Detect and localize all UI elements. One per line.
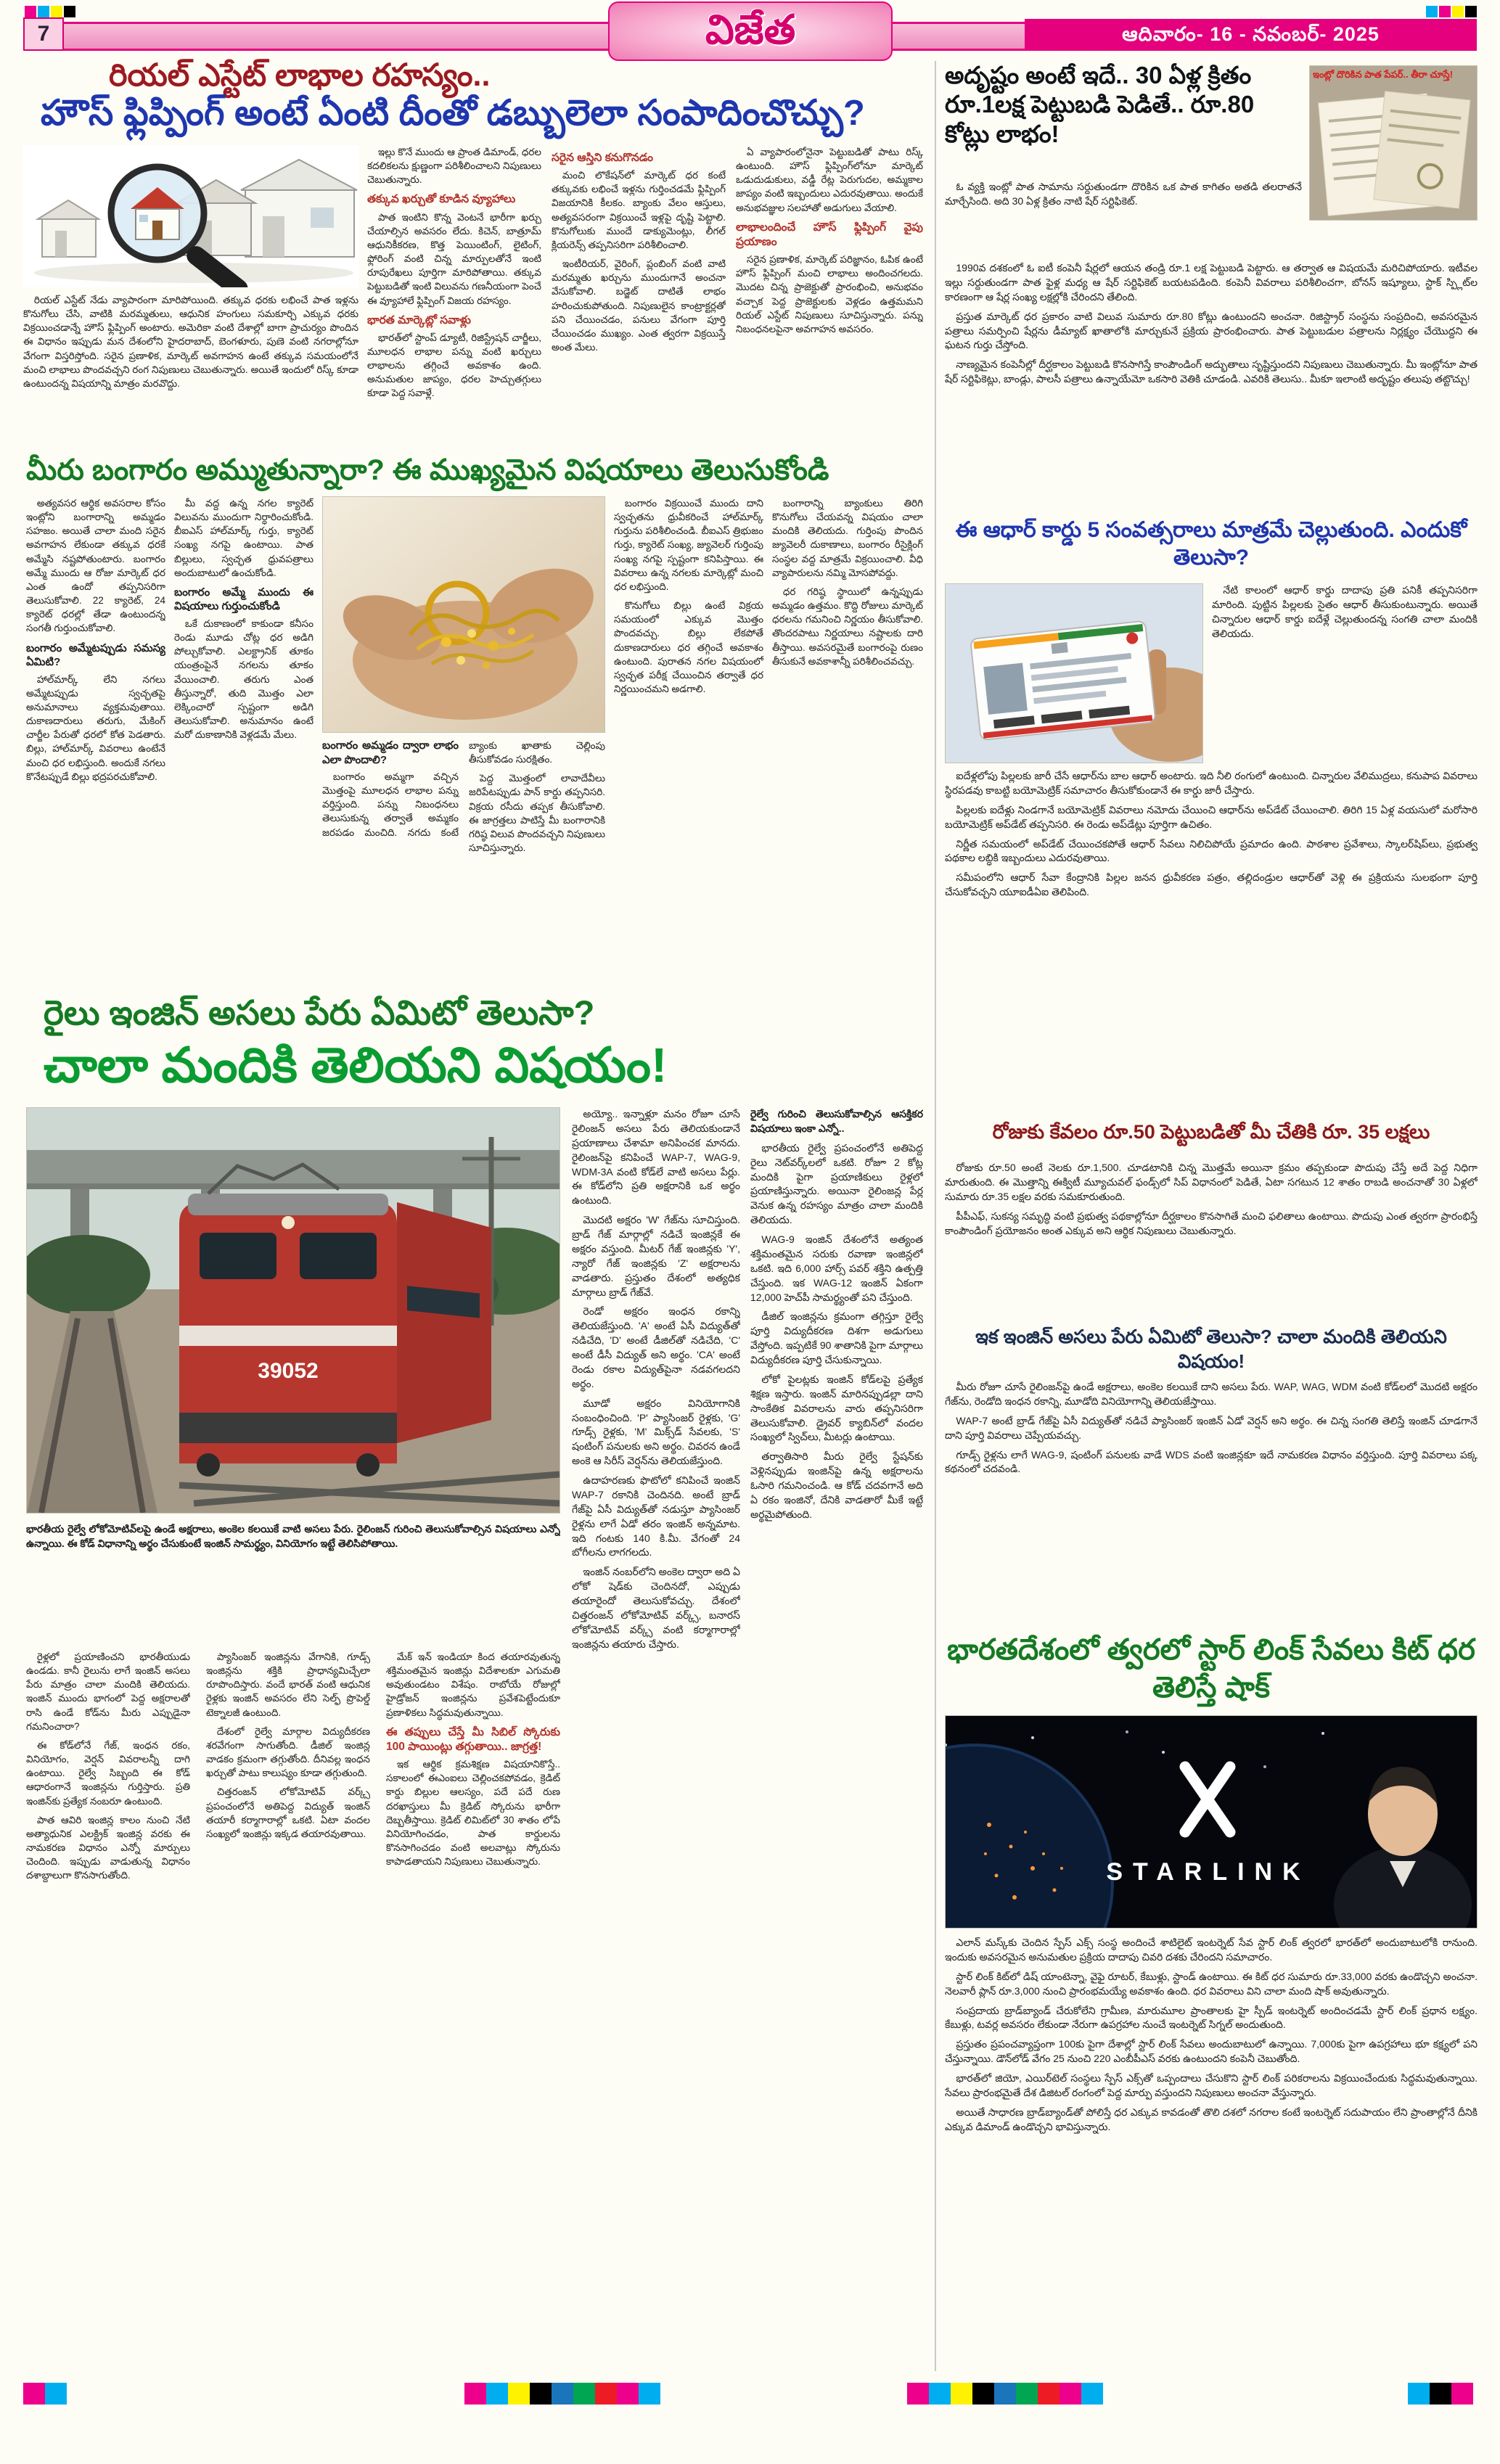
body-paragraph: నాణ్యమైన కంపెనీల్లో దీర్ఘకాలం పెట్టుబడి కొనసాగిస్తే కాంపౌండింగ్ అద్భుతాలు సృష్టిస్తుందని నిపుణులు చెబుతున్నారు. మీ ఇంట్లోనూ పాత షేర్ సర్టిఫికెట్లు, బాండ్లు, పాలసీ పత్రాలు ఉన్నాయేమో ఒకసారి వెతికి చూడండి. ఎవరికి తెలుసు.. మీకూ ఇలాంటి అదృష్టం తలుపు తట్టొచ్చు! <box>945 358 1478 385</box>
train-right-column-1 <box>572 1107 740 2371</box>
engine-teaser-headline: ఇక ఇంజిన్ అసలు పేరు ఏమిటో తెలుసా? చాలా మందికి తెలియని విషయం! <box>975 1326 1447 1372</box>
houses-magnifier-art <box>23 145 358 287</box>
flipping-column-1 <box>367 145 541 448</box>
train-bottom-column-2 <box>206 1650 370 2371</box>
loco-number: 39052 <box>258 1359 319 1383</box>
train-right-column-2 <box>750 1107 923 2371</box>
gold-below-photo-block <box>322 739 605 981</box>
body-paragraph: ప్రస్తుతం ప్రపంచవ్యాప్తంగా 100కు పైగా దేశాల్లో స్టార్ లింక్ సేవలు అందుబాటులో ఉన్నాయి. 7,000కు పైగా ఉపగ్రహాలు భూ కక్ష్యలో పని చేస్తున్నాయి. డౌన్‌లోడ్ వేగం 25 నుంచి 220 ఎంబీపీఎస్ వరకు ఉంటుందని కంపెనీ చెబుతోంది. <box>945 2038 1478 2065</box>
train-headline-line2: చాలా మందికి తెలియని విషయం! <box>44 1038 668 1093</box>
body-paragraph: ధర గరిష్ఠ స్థాయిలో ఉన్నప్పుడు అమ్మడం ఉత్తమం. కొద్ది రోజులు మార్కెట్ ధరలను గమనించి నిర్ణయం తీసుకోవాలి. తొందరపాటు నిర్ణయాలు నష్టాలకు దారి తీస్తాయి. అవసరమైతే బంగారంపై రుణం తీసుకునే అవకాశాన్నీ పరిశీలించవచ్చు. <box>772 586 923 667</box>
aadhaar-body-block <box>945 769 1478 1116</box>
flipping-headline: హౌస్ ఫ్లిప్పింగ్ అంటే ఏంటి దీంతో డబ్బులెలా సంపాదించొచ్చు? <box>41 94 865 133</box>
edition-date: ఆదివారం- 16 - నవంబర్- 2025 <box>1025 19 1477 49</box>
body-paragraph: మొదటి అక్షరం 'W' గేజ్‌ను సూచిస్తుంది. బ్రాడ్ గేజ్ మార్గాల్లో నడిచే ఇంజిన్లకే ఈ అక్షరం వస్తుంది. మీటర్ గేజ్ ఇంజిన్లకు 'Y', న్యారో గేజ్ ఇంజిన్లకు 'Z' అక్షరాలను వాడతారు. ప్రస్తుతం దేశంలో అత్యధిక మార్గాలు బ్రాడ్ గేజ్‌వే. <box>572 1214 740 1298</box>
body-paragraph: అయితే సాధారణ బ్రాడ్‌బ్యాండ్‌తో పోలిస్తే ధర ఎక్కువ కావడంతో తొలి దశలో నగరాల కంటే ఇంటర్నెట్ సదుపాయం లేని ప్రాంతాల్లోనే దీనికి ఎక్కువ డిమాండ్ ఉండొచ్చని భావిస్తున్నారు. <box>945 2106 1478 2132</box>
body-paragraph: ప్యాసింజర్ ఇంజిన్లను వేగానికి, గూడ్స్ ఇంజిన్లను శక్తికి ప్రాధాన్యమిచ్చేలా రూపొందిస్తారు. వందే భారత్ వంటి ఆధునిక రైళ్లకు ఇంజిన్ అవసరం లేని సెల్ఫ్ ప్రొపెల్డ్ టెక్నాలజీ ఉంటుంది. <box>206 1651 370 1718</box>
body-paragraph: మీ వద్ద ఉన్న నగల క్యారెట్ విలువను ముందుగా నిర్ధారించుకోండి. బీఐఎస్ హాల్‌మార్క్ గుర్తు, క్యారెట్ సంఖ్య నగపై ఉంటాయి. పాత బిల్లులు, స్వచ్ఛత ధ్రువపత్రాలు అందుబాటులో ఉంచుకోండి. <box>174 498 313 578</box>
body-paragraph: భారత్‌లో జియో, ఎయిర్‌టెల్ సంస్థలు స్పేస్ ఎక్స్‌తో ఒప్పందాలు చేసుకొని స్టార్ లింక్ పరికరాలను విక్రయించేందుకు సిద్ధమవుతున్నాయి. సేవలు ప్రారంభమైతే దేశ డిజిటల్ రంగంలో పెద్ద మార్పు వస్తుందని నిపుణులు అంచనా వేస్తున్నారు. <box>945 2072 1478 2098</box>
body-paragraph: ఇల్లు కొనే ముందు ఆ ప్రాంత డిమాండ్, ధరల కదలికలను క్షుణ్ణంగా పరిశీలించాలని నిపుణులు చెబుతున్నారు. <box>367 147 541 186</box>
body-paragraph: ఓ వ్యక్తి ఇంట్లో పాత సామాను సర్దుతుండగా దొరికిన ఒక పాత కాగితం అతడి తలరాతనే మార్చేసింది. అది 30 ఏళ్ల క్రితం నాటి షేర్ సర్టిఫికెట్. <box>945 181 1302 207</box>
body-paragraph: ఈ కోడ్‌లోనే గేజ్, ఇంధన రకం, వినియోగం, వెర్షన్ వివరాలన్నీ దాగి ఉంటాయి. రైల్వే సిబ్బంది ఈ కోడ్ ఆధారంగానే ఇంజిన్లను గుర్తిస్తారు. ప్రతి ఇంజిన్‌కు ప్రత్యేక నంబరూ ఉంటుంది. <box>26 1739 190 1807</box>
starlink-art <box>946 1716 1477 1928</box>
flipping-subhead-strategies: తక్కువ ఖర్చుతో కూడిన వ్యూహాలు <box>367 193 516 206</box>
color-calibration-bar-group2 <box>907 2383 1103 2408</box>
column-divider <box>935 61 936 2371</box>
flipping-lede-block <box>23 293 358 447</box>
body-paragraph: మూడో అక్షరం వినియోగానికి సంబంధించింది. 'P' ప్యాసింజర్ రైళ్లకు, 'G' గూడ్స్ రైళ్లకు, 'M' మిక్స్‌డ్ సేవలకు, 'S' షంటింగ్ పనులకు అని అర్థం. చివరన ఉండే అంకె ఆ సిరీస్ వెర్షన్‌ను తెలియజేస్తుంది. <box>572 1397 740 1467</box>
body-paragraph: అత్యవసర ఆర్థిక అవసరాల కోసం ఇంట్లోని బంగారాన్ని అమ్మడం సహజం. అయితే చాలా మంది సరైన అవగాహన లేకుండా తక్కువ ధరకే అమ్మేసి నష్టపోతుంటారు. బంగారం అమ్మే ముందు ఆ రోజు మార్కెట్ ధర ఎంత ఉందో తప్పనిసరిగా తెలుసుకోవాలి. 22 క్యారెట్, 24 క్యారెట్ ధరల్లో తేడా ఉంటుందన్న సంగతీ గుర్తుంచుకోవాలి. <box>26 498 165 634</box>
body-paragraph: భారతీయ రైల్వే లోకోమోటివ్‌లపై ఉండే అక్షరాలు, అంకెల కలయికే వాటి అసలు పేరు. రైలింజన్ గురించి తెలుసుకోవాల్సిన విషయాలు ఎన్నో ఉన్నాయి. ఈ కోడ్ విధానాన్ని అర్థం చేసుకుంటే ఇంజిన్ సామర్థ్యం, వినియోగం ఇట్టే తెలిసిపోతాయి. <box>26 1523 560 1549</box>
body-paragraph: మేక్ ఇన్ ఇండియా కింద తయారవుతున్న శక్తిమంతమైన ఇంజిన్లు విదేశాలకూ ఎగుమతి అవుతుండటం విశేషం. రాబోయే రోజుల్లో హైడ్రోజన్ ఇంజిన్లను ప్రవేశపెట్టేందుకూ ప్రణాళికలు సిద్ధమవుతున్నాయి. <box>386 1651 560 1718</box>
body-paragraph: రియల్ ఎస్టేట్ నేడు వ్యాపారంగా మారిపోయింది. తక్కువ ధరకు లభించే పాత ఇళ్లను కొనుగోలు చేసి, వాటికి మరమ్మతులు, ఆధునిక హంగులు సమకూర్చి ఎక్కువ ధరకు విక్రయించడాన్నే హౌస్ ఫ్లిప్పింగ్ అంటారు. అమెరికా వంటి దేశాల్లో బాగా ప్రాచుర్యం పొందిన ఈ విధానం ఇప్పుడు మన దేశంలోని హైదరాబాద్, బెంగళూరు, పుణె వంటి నగరాల్లోనూ వేగంగా విస్తరిస్తోంది. సరైన ప్రణాళిక, మార్కెట్ అవగాహన ఉంటే తక్కువ సమయంలోనే మంచి లాభాలు పొందవచ్చని రంగ నిపుణులు చెబుతున్నారు. అయితే ఇందులో రిస్క్ కూడా ఉంటుందన్న విషయాన్ని మాత్రం మరవొద్దు. <box>23 295 358 389</box>
body-paragraph: నేటి కాలంలో ఆధార్ కార్డు దాదాపు ప్రతి పనికీ తప్పనిసరిగా మారింది. పుట్టిన పిల్లలకు సైతం ఆధార్ తీసుకుంటున్నారు. అయితే చిన్నారుల ఆధార్ కార్డు ఐదేళ్లే చెల్లుతుందన్న సంగతి చాలా మందికి తెలియదు. <box>1212 584 1478 639</box>
body-paragraph: ఏ వ్యాపారంలోనైనా పెట్టుబడితో పాటు రిస్క్ ఉంటుంది. హౌస్ ఫ్లిప్పింగ్‌లోనూ మార్కెట్ ఒడుదుడుకులు, వడ్డీ రేట్ల పెరుగుదల, అమ్మకాల జాప్యం వంటి ఇబ్బందులు ఎదురవుతాయి. అందుకే అనుభవజ్ఞుల సలహాతో అడుగులు వేయాలి. <box>736 147 923 213</box>
body-paragraph: భారత్‌లో స్టాంప్ డ్యూటీ, రిజిస్ట్రేషన్ చార్జీలు, మూలధన లాభాల పన్ను వంటి ఖర్చులు లాభాలను తగ్గించే అవకాశం ఉంది. అనుమతుల జాప్యం, ధరల హెచ్చుతగ్గులు కూడా పెద్ద సవాళ్లే. <box>367 332 541 399</box>
house-flipping-illustration <box>23 145 358 287</box>
luck-headline: అదృష్టం అంటే ఇదే.. 30 ఏళ్ల క్రితం రూ.1లక్ష పెట్టుబడి పెడితే.. రూ.80 కోట్లు లాభం! <box>945 62 1255 147</box>
body-paragraph: పాత ఇంటిని కొన్న వెంటనే భారీగా ఖర్చు చేయాల్సిన అవసరం లేదు. కిచెన్, బాత్రూమ్ ఆధునికీకరణ, కొత్త పెయింటింగ్, లైటింగ్, ఫ్లోరింగ్ వంటి చిన్న మార్పులతోనే ఇంటి రూపురేఖలు పూర్తిగా మారిపోతాయి. తక్కువ పెట్టుబడితో ఇంటి విలువను గణనీయంగా పెంచే ఈ వ్యూహాలే ఫ్లిప్పింగ్ విజయ రహస్యం. <box>367 211 541 306</box>
body-paragraph: ఇంటీరియర్, వైరింగ్, ప్లంబింగ్ వంటి వాటి మరమ్మతు ఖర్చును ముందుగానే అంచనా వేసుకోవాలి. బడ్జెట్ దాటితే లాభం హరించుకుపోతుంది. నిపుణులైన కాంట్రాక్టర్లతో పని చేయించడం, పనులు వేగంగా పూర్తి చేయించడం ముఖ్యం. ఎంత త్వరగా విక్రయిస్తే అంత మేలు. <box>552 258 726 353</box>
body-paragraph: చిత్తరంజన్ లోకోమోటివ్ వర్క్స్ ప్రపంచంలోనే అతిపెద్ద విద్యుత్ ఇంజిన్ తయారీ కర్మాగారాల్లో ఒకటి. ఏటా వందల సంఖ్యలో ఇంజిన్లు ఇక్కడ తయారవుతాయి. <box>206 1786 370 1839</box>
starlink-wordmark: STARLINK <box>1106 1858 1311 1886</box>
body-paragraph: సంప్రదాయ బ్రాడ్‌బ్యాండ్ చేరుకోలేని గ్రామీణ, మారుమూల ప్రాంతాలకు హై స్పీడ్ ఇంటర్నెట్ అందించడమే స్టార్ లింక్ ప్రధాన లక్ష్యం. కేబుళ్లు, టవర్ల అవసరం లేకుండా నేరుగా ఉపగ్రహాల నుంచే ఇంటర్నెట్ సిగ్నల్ అందుతుంది. <box>945 2004 1478 2031</box>
aadhaar-intro-block <box>1212 583 1478 763</box>
engine-teaser-body <box>945 1380 1478 1622</box>
share-photo-caption: ఇంట్లో దొరికిన పాత పేపర్.. తీరా చూస్తే! <box>1313 69 1454 80</box>
luck-intro-block <box>945 180 1302 257</box>
body-paragraph: తర్వాతిసారి మీరు రైల్వే స్టేషన్‌కు వెళ్లినప్పుడు ఇంజిన్‌పై ఉన్న అక్షరాలను ఓసారి గమనించండి. ఆ కోడ్ చదవగానే అది ఏ రకం ఇంజినో, దేనికి వాడతారో మీకే ఇట్టే అర్థమైపోతుంది. <box>750 1450 923 1520</box>
flipping-kicker: రియల్ ఎస్టేట్ లాభాల రహస్యం.. <box>109 58 491 93</box>
body-paragraph: ఎలాన్ మస్క్‌కు చెందిన స్పేస్ ఎక్స్ సంస్థ అందించే శాటిలైట్ ఇంటర్నెట్ సేవ స్టార్ లింక్ త్వరలో భారత్‌లో అందుబాటులోకి రానుంది. ఇందుకు అవసరమైన అనుమతుల ప్రక్రియ దాదాపు చివరి దశకు చేరిందని సమాచారం. <box>945 1937 1478 1963</box>
cibil-score-subhead: ఈ తప్పులు చేస్తే మీ సిబిల్ స్కోరుకు 100 పాయింట్లు తగ్గుతాయి.. జాగ్రత్త! <box>386 1725 560 1753</box>
color-calibration-bar-group1 <box>464 2383 660 2408</box>
gold-subhead-remember: బంగారం అమ్మే ముందు ఈ విషయాలు గుర్తుంచుకోండి <box>174 586 313 613</box>
flipping-subhead-journey: లాభాలందించే హౌస్ ఫ్లిప్పింగ్ వైపు ప్రయాణం <box>736 221 923 248</box>
body-paragraph: సరైన ప్రణాళిక, మార్కెట్ పరిజ్ఞానం, ఓపిక ఉంటే హౌస్ ఫ్లిప్పింగ్ మంచి లాభాలు అందించగలదు. మొదట చిన్న ప్రాజెక్టుతో ప్రారంభించి, అనుభవం వచ్చాక పెద్ద ప్రాజెక్టులకు వెళ్లడం ఉత్తమమని రియల్ ఎస్టేట్ నిపుణులు సూచిస్తున్నారు. పన్ను నిబంధనలపైనా అవగాహన అవసరం. <box>736 254 923 334</box>
gold-subhead-profit: బంగారం అమ్మడం ద్వారా లాభం ఎలా పొందాలి? <box>322 739 459 766</box>
masthead-logo <box>608 1 893 61</box>
body-paragraph: రెండో అక్షరం ఇంధన రకాన్ని తెలియజేస్తుంది. 'A' అంటే ఏసీ విద్యుత్‌తో నడిచేది, 'D' అంటే డీజిల్‌తో నడిచేది, 'C' అంటే డీసీ విద్యుత్ అని అర్థం. 'CA' అంటే రెండు రకాల విద్యుత్‌పైనా నడవగలదని అర్థం. <box>572 1305 740 1389</box>
aadhaar-headline: ఈ ఆధార్ కార్డు 5 సంవత్సరాలు మాత్రమే చెల్లుతుంది. ఎందుకో తెలుసా? <box>955 518 1467 570</box>
aadhaar-card-photo <box>945 583 1203 763</box>
gold-column-right-1 <box>614 496 763 981</box>
body-paragraph: ఐదేళ్లలోపు పిల్లలకు జారీ చేసే ఆధార్‌ను బాల ఆధార్ అంటారు. ఇది నీలి రంగులో ఉంటుంది. చిన్నారుల వేలిముద్రలు, కనుపాప వివరాలు స్థిరపడవు కాబట్టి బయోమెట్రిక్ సమాచారం తీసుకోకుండానే ఈ కార్డు జారీ చేస్తారు. <box>945 770 1478 796</box>
old-share-certificate-photo <box>1309 65 1478 221</box>
body-paragraph: బంగారాన్ని బ్యాంకులు తిరిగి కొనుగోలు చేయవన్న విషయం చాలా మందికి తెలియదు. గుర్తింపు పొందిన జ్యువెలరీ దుకాణాలు, బంగారం రీసైక్లింగ్ సంస్థల వద్ద మాత్రమే విక్రయించాలి. వీధి వ్యాపారులను నమ్మి మోసపోవద్దు. <box>772 498 923 578</box>
body-paragraph: హాల్‌మార్క్ లేని నగలు అమ్మేటప్పుడు స్వచ్ఛతపై అనుమానాలు వ్యక్తమవుతాయి. దుకాణదారులు తరుగు, మేకింగ్ చార్జీల పేరుతో ధరలో కోత పెడతారు. బిల్లు, హాల్‌మార్క్ వివరాలు ఉంటేనే మంచి ధర లభిస్తుంది. అందుకే నగలు కొనేటప్పుడే బిల్లు భద్రపరచుకోవాలి. <box>26 673 165 782</box>
body-paragraph: బంగారం విక్రయించే ముందు దాని స్వచ్ఛతను ధ్రువీకరించే హాల్‌మార్క్ గుర్తును పరిశీలించండి. బీఐఎస్ త్రిభుజం గుర్తు, క్యారెట్ సంఖ్య, జ్యువెలర్ గుర్తింపు సంఖ్య నగపై స్పష్టంగా కనిపిస్తాయి. ఈ వివరాలు ఉన్న నగలకు మార్కెట్లో మంచి ధర లభిస్తుంది. <box>614 498 763 592</box>
body-paragraph: దేశంలో రైల్వే మార్గాల విద్యుదీకరణ శరవేగంగా సాగుతోంది. డీజిల్ ఇంజిన్ల వాడకం క్రమంగా తగ్గుతోంది. దీనివల్ల ఇంధన ఖర్చుతో పాటు కాలుష్యం కూడా తగ్గుతుంది. <box>206 1725 370 1779</box>
train-photo <box>26 1107 560 1514</box>
train-headline-line1: రైలు ఇంజిన్ అసలు పేరు ఏమిటో తెలుసా? <box>44 993 595 1032</box>
aadhaar-card-art <box>946 584 1202 763</box>
locomotive-art <box>27 1108 560 1513</box>
body-paragraph: WAG-9 ఇంజిన్ దేశంలోనే అత్యంత శక్తిమంతమైన సరుకు రవాణా ఇంజిన్లలో ఒకటి. ఇది 6,000 హార్స్ పవర్ శక్తిని ఉత్పత్తి చేస్తుంది. ఇక WAG-12 ఇంజిన్ ఏకంగా 12,000 హెచ్‌పీ సామర్థ్యంతో పని చేస్తుంది. <box>750 1233 923 1303</box>
body-paragraph: ఒకే దుకాణంలో కాకుండా కనీసం రెండు మూడు చోట్ల ధర అడిగి పోల్చుకోవాలి. ఎలక్ట్రానిక్ తూకం యంత్రంపైనే నగలను తూకం వేయించాలి. తరుగు ఎంత తీస్తున్నారో, తుది మొత్తం ఎలా లెక్కించారో స్పష్టంగా అడిగి తెలుసుకోవాలి. అనుమానం ఉంటే మరో దుకాణానికి వెళ్లడమే మేలు. <box>174 617 313 741</box>
savings-headline: రోజుకు కేవలం రూ.50 పెట్టుబడితో మీ చేతికి రూ. 35 లక్షలు <box>992 1121 1430 1143</box>
body-paragraph: లోకో పైలట్లకు ఇంజిన్ కోడ్‌లపై ప్రత్యేక శిక్షణ ఇస్తారు. ఇంజిన్ మారినప్పుడల్లా దాని సాంకేతిక వివరాలను వారు తప్పనిసరిగా తెలుసుకోవాలి. డ్రైవర్ క్యాబిన్‌లో వందల సంఖ్యలో స్విచ్‌లు, మీటర్లు ఉంటాయి. <box>750 1373 923 1443</box>
old-papers-art <box>1310 66 1477 220</box>
page-number: 7 <box>23 17 64 51</box>
flipping-column-3 <box>736 145 923 448</box>
body-paragraph: మంచి లొకేషన్‌లో మార్కెట్ ధర కంటే తక్కువకు లభించే ఇళ్లను గుర్తించడమే ఫ్లిప్పింగ్ విజయానికి కీలకం. బ్యాంకు వేలం ఆస్తులు, అత్యవసరంగా విక్రయించే ఇళ్లపై దృష్టి పెట్టాలి. కొనుగోలుకు ముందే డాక్యుమెంట్లు, లీగల్ క్లియరెన్స్ తప్పనిసరిగా పరిశీలించాలి. <box>552 170 726 250</box>
body-paragraph: రైల్వే గురించి తెలుసుకోవాల్సిన ఆసక్తికర విషయాలు ఇంకా ఎన్నో.. <box>750 1108 923 1134</box>
body-paragraph: మీరు రోజూ చూసే రైలింజన్‌పై ఉండే అక్షరాలు, అంకెల కలయికే దాని అసలు పేరు. WAP, WAG, WDM వంటి కోడ్‌లలో మొదటి అక్షరం గేజ్‌ను, రెండోది ఇంధన రకాన్ని, మూడోది వినియోగాన్ని తెలియజేస్తాయి. <box>945 1381 1478 1407</box>
body-paragraph: నిర్ణీత సమయంలో అప్‌డేట్ చేయించకపోతే ఆధార్ సేవలు నిలిచిపోయే ప్రమాదం ఉంది. పాఠశాల ప్రవేశాలు, స్కాలర్‌షిప్‌లు, ప్రభుత్వ పథకాల లబ్ధికి ఇబ్బందులు ఎదురవుతాయి. <box>945 837 1478 864</box>
body-paragraph: రైళ్లలో ప్రయాణించని భారతీయుడు ఉండడు. కానీ రైలును లాగే ఇంజిన్ అసలు పేరు మాత్రం చాలా మందికి తెలియదు. ఇంజిన్ ముందు భాగంలో పెద్ద అక్షరాలతో రాసి ఉండే కోడ్‌ను మీరు ఎప్పుడైనా గమనించారా? <box>26 1651 190 1732</box>
savings-body-block <box>945 1161 1478 1319</box>
gold-column-left-2 <box>174 496 313 981</box>
body-paragraph: స్టార్ లింక్ కిట్‌లో డిష్ యాంటెన్నా, వైఫై రూటర్, కేబుళ్లు, స్టాండ్ ఉంటాయి. ఈ కిట్ ధర సుమారు రూ.33,000 వరకు ఉండొచ్చని అంచనా. నెలవారీ ప్లాన్ రూ.3,000 నుంచి ప్రారంభమయ్యే అవకాశం ఉంది. ధర వివరాలు విని చాలా మంది షాక్ అవుతున్నారు. <box>945 1970 1478 1997</box>
body-paragraph: డీజిల్ ఇంజిన్లను క్రమంగా తగ్గిస్తూ రైల్వే పూర్తి విద్యుదీకరణ దిశగా అడుగులు వేస్తోంది. ఇప్పటికే 90 శాతానికి పైగా మార్గాలు విద్యుదీకరణ పూర్తి చేసుకున్నాయి. <box>750 1310 923 1366</box>
train-lede-block <box>26 1522 560 1644</box>
luck-body-block <box>945 261 1478 511</box>
body-paragraph: ఇంజిన్ నంబర్‌లోని అంకెల ద్వారా అది ఏ లోకో షెడ్‌కు చెందినదో, ఎప్పుడు తయారైందో తెలుసుకోవచ్చు. దేశంలో చిత్తరంజన్ లోకోమోటివ్ వర్క్స్, బనారస్ లోకోమోటివ్ వర్క్స్ వంటి కర్మాగారాల్లో ఇంజిన్లను తయారు చేస్తారు. <box>572 1566 740 1650</box>
flipping-column-2 <box>552 145 726 448</box>
body-paragraph: గూడ్స్ రైళ్లను లాగే WAG-9, షంటింగ్ పనులకు వాడే WDS వంటి ఇంజిన్లకూ ఇదే నామకరణ విధానం వర్తిస్తుంది. పూర్తి వివరాలు పక్క కథనంలో చదవండి. <box>945 1448 1478 1475</box>
gold-subhead-problem: బంగారం అమ్మేటప్పుడు సమస్య ఏమిటి? <box>26 641 165 669</box>
train-bottom-column-1 <box>26 1650 190 2371</box>
flipping-subhead-challenges: భారత మార్కెట్లో సవాళ్లు <box>367 313 471 327</box>
gold-column-left-1 <box>26 496 165 981</box>
body-paragraph: భారతీయ రైల్వే ప్రపంచంలోనే అతిపెద్ద రైలు నెట్‌వర్క్‌లలో ఒకటి. రోజూ 2 కోట్ల మందికి పైగా ప్రయాణికులు రైళ్లలో ప్రయాణిస్తున్నారు. అయినా రైలింజన్ల పేర్ల వెనుక ఉన్న రహస్యం మాత్రం చాలా మందికి తెలియదు. <box>750 1141 923 1226</box>
body-paragraph: పీపీఎఫ్, సుకన్య సమృద్ధి వంటి ప్రభుత్వ పథకాల్లోనూ దీర్ఘకాలం కొనసాగితే మంచి ఫలితాలు ఉంటాయి. పొదుపు ఎంత త్వరగా ప్రారంభిస్తే కాంపౌండింగ్ ప్రయోజనం అంత ఎక్కువ అని ఆర్థిక నిపుణులు చెబుతున్నారు. <box>945 1210 1478 1236</box>
body-paragraph: ప్రస్తుత మార్కెట్ ధర ప్రకారం వాటి విలువ సుమారు రూ.80 కోట్లు ఉంటుందని అంచనా. రిజిస్ట్రార్ సంస్థను సంప్రదించి, అవసరమైన పత్రాలు సమర్పించి షేర్లను డీమ్యాట్ ఖాతాలోకి మార్చుకునే ప్రక్రియ ప్రారంభించారు. పాత పెట్టుబడుల పత్రాలను నిర్లక్ష్యం చేయొద్దని ఈ ఘటన గుర్తు చేస్తోంది. <box>945 310 1478 351</box>
gold-headline: మీరు బంగారం అమ్ముతున్నారా? ఈ ముఖ్యమైన విషయాలు తెలుసుకోండి <box>26 454 829 486</box>
starlink-photo <box>945 1715 1478 1929</box>
gold-jewellery-photo <box>322 496 605 733</box>
body-paragraph: పెద్ద మొత్తంలో లావాదేవీలు జరిపేటప్పుడు పాన్ కార్డు తప్పనిసరి. విక్రయ రసీదు తప్పక తీసుకోవాలి. ఈ జాగ్రత్తలు పాటిస్తే మీ బంగారానికి గరిష్ఠ విలువ పొందవచ్చని నిపుణులు సూచిస్తున్నారు. <box>469 773 605 854</box>
body-paragraph: అయ్యో.. ఇన్నాళ్లూ మనం రోజూ చూసే రైలింజన్ అసలు పేరు తెలియకుండానే ప్రయాణాలు చేశామా అనిపించక మానదు. రైలింజన్‌పై కనిపించే WAP-7, WAG-9, WDM-3A వంటి కోడ్‌లే వాటి అసలు పేర్లు. ఈ కోడ్‌లోని ప్రతి అక్షరానికి ఒక అర్థం ఉంటుంది. <box>572 1108 740 1207</box>
starlink-body-block <box>945 1936 1478 2371</box>
body-paragraph: ఉదాహరణకు ఫొటోలో కనిపించే ఇంజిన్ WAP-7 రకానికి చెందినది. అంటే బ్రాడ్ గేజ్‌పై ఏసీ విద్యుత్‌తో నడుస్తూ ప్యాసింజర్ రైళ్లను లాగే ఏడో తరం ఇంజిన్ అన్నమాట. ఇది గంటకు 140 కి.మీ. వేగంతో 24 బోగీలను లాగగలదు. <box>572 1474 740 1559</box>
train-bottom-column-3 <box>386 1650 560 2371</box>
body-paragraph: సమీపంలోని ఆధార్ సేవా కేంద్రానికి పిల్లల జనన ధ్రువీకరణ పత్రం, తల్లిదండ్రుల ఆధార్‌తో వెళ్లి ఈ ప్రక్రియను సులభంగా పూర్తి చేసుకోవచ్చని యూఐడీఏఐ తెలిపింది. <box>945 871 1478 898</box>
color-calibration-bar-left <box>23 2383 67 2408</box>
flipping-subhead-property: సరైన ఆస్తిని కనుగొనడం <box>552 152 653 164</box>
starlink-headline: భారతదేశంలో త్వరలో స్టార్ లింక్ సేవలు కిట్ ధర తెలిస్తే షాక్ <box>947 1634 1475 1704</box>
body-paragraph: WAP-7 అంటే బ్రాడ్ గేజ్‌పై ఏసీ విద్యుత్‌తో నడిచే ప్యాసింజర్ ఇంజిన్ ఏడో వెర్షన్ అని అర్థం. ఈ చిన్న సంగతి తెలిస్తే ఇంజిన్ చూడగానే దాని పూర్తి వివరాలు చెప్పేయవచ్చు. <box>945 1414 1478 1441</box>
body-paragraph: రోజుకు రూ.50 అంటే నెలకు రూ.1,500. చూడటానికి చిన్న మొత్తమే అయినా క్రమం తప్పకుండా పొదుపు చేస్తే అదే పెద్ద నిధిగా మారుతుంది. ఈ మొత్తాన్ని ఈక్విటీ మ్యూచువల్ ఫండ్స్‌లో సిప్ విధానంలో పెడితే, ఏటా సగటున 12 శాతం రాబడి అంచనాతో 30 ఏళ్లలో సుమారు రూ.35 లక్షల వరకు సమకూరుతుంది. <box>945 1162 1478 1202</box>
body-paragraph: పిల్లలకు ఐదేళ్లు నిండగానే బయోమెట్రిక్ వివరాలు నమోదు చేయించి ఆధార్‌ను అప్‌డేట్ చేయించాలి. తిరిగి 15 ఏళ్ల వయసులో మరోసారి బయోమెట్రిక్ అప్‌డేట్ తప్పనిసరి. ఈ రెండు అప్‌డేట్లు పూర్తిగా ఉచితం. <box>945 803 1478 830</box>
body-paragraph: కొనుగోలు బిల్లు ఉంటే విక్రయ సమయంలో ఎక్కువ మొత్తం పొందవచ్చు. బిల్లు లేకపోతే దుకాణదారులు ధర తగ్గించే అవకాశం ఉంటుంది. పురాతన నగల విషయంలో స్వచ్ఛత పరీక్ష చేయించిన తర్వాతే ధర నిర్ణయించమని అడగాలి. <box>614 600 763 695</box>
masthead-title: విజేత <box>705 7 796 52</box>
body-paragraph: 1990వ దశకంలో ఓ ఐటీ కంపెనీ షేర్లలో ఆయన తండ్రి రూ.1 లక్ష పెట్టుబడి పెట్టారు. ఆ తర్వాత ఆ విషయమే మరిచిపోయారు. ఇటీవల ఇల్లు సర్దుతుండగా పాత ఫైళ్ల మధ్య ఆ షేర్ సర్టిఫికెట్ బయటపడింది. కంపెనీ వివరాలు పరిశీలించగా, బోనస్ ఇష్యూలు, స్టాక్ స్ప్లిట్‌ల కారణంగా ఆ షేర్ల సంఖ్య లక్షల్లోకి చేరిందని తేలింది. <box>945 262 1478 303</box>
color-calibration-bar-right <box>1408 2383 1473 2408</box>
gold-hands-art <box>323 497 604 732</box>
body-paragraph: పాత ఆవిరి ఇంజిన్ల కాలం నుంచి నేటి అత్యాధునిక ఎలక్ట్రిక్ ఇంజిన్ల వరకు ఈ నామకరణ విధానం ఎన్నో మార్పులు చెందింది. ఇప్పుడు వాడుతున్న విధానం దశాబ్దాలుగా కొనసాగుతోంది. <box>26 1814 190 1881</box>
gold-column-right-2 <box>772 496 923 981</box>
body-paragraph: ఇక ఆర్థిక క్రమశిక్షణ విషయానికొస్తే.. సకాలంలో ఈఎంఐలు చెల్లించకపోవడం, క్రెడిట్ కార్డు బిల్లుల ఆలస్యం, పదే పదే రుణ దరఖాస్తులు మీ క్రెడిట్ స్కోరును భారీగా దెబ్బతీస్తాయి. క్రెడిట్ లిమిట్‌లో 30 శాతం లోపే వినియోగించడం, పాత కార్డులను కొనసాగించడం వంటి అలవాట్లు స్కోరును కాపాడతాయని నిపుణులు చెబుతున్నారు. <box>386 1759 560 1868</box>
body-paragraph: బంగారం అమ్మగా వచ్చిన మొత్తంపై మూలధన లాభాల పన్ను వర్తిస్తుంది. పన్ను నిబంధనలు తెలుసుకున్న తర్వాతే అమ్మకం జరపడం మంచిది. నగదు కంటే బ్యాంకు ఖాతాకు చెల్లింపు తీసుకోవడం సురక్షితం. <box>322 740 605 838</box>
